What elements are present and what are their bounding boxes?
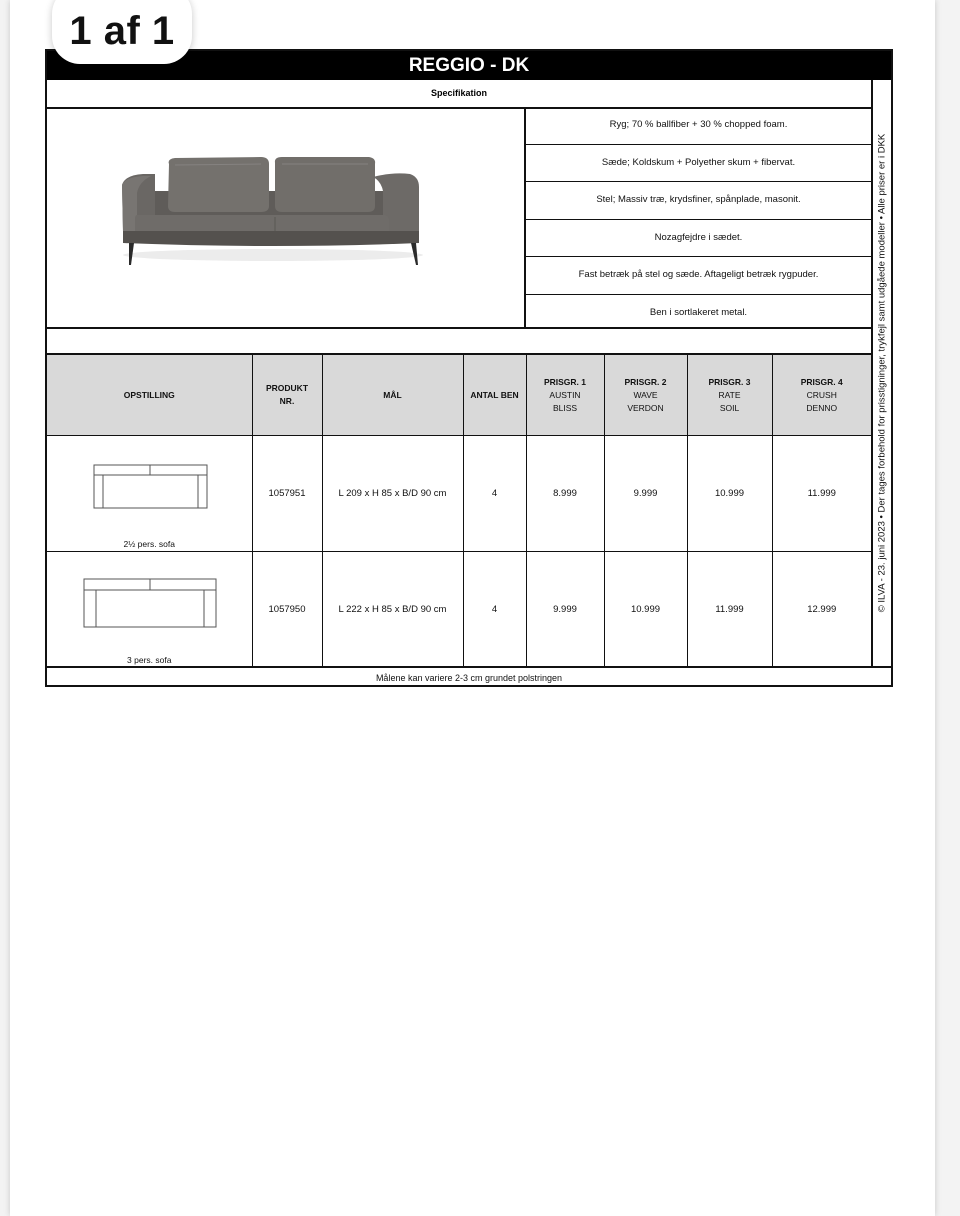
price-group-1: 9.999 bbox=[526, 552, 604, 668]
header-maal: MÅL bbox=[322, 355, 463, 436]
sofa-label: 3 pers. sofa bbox=[127, 655, 172, 665]
page-indicator-text: 1 af 1 bbox=[69, 8, 175, 53]
spec-list bbox=[526, 107, 871, 329]
spec-item: Ryg; 70 % ballfiber + 30 % chopped foam. bbox=[526, 107, 871, 145]
spec-item: Fast betræk på stel og sæde. Aftageligt betræk rygpuder. bbox=[526, 257, 871, 295]
header-produkt: PRODUKT NR. bbox=[252, 355, 322, 436]
price-group-3: 10.999 bbox=[687, 436, 772, 552]
header-prisgr-1: PRISGR. 1 AUSTIN BLISS bbox=[526, 355, 604, 436]
table-row bbox=[47, 552, 871, 668]
price-group-4: 11.999 bbox=[772, 436, 871, 552]
footer-note: Målene kan variere 2-3 cm grundet polstringen bbox=[47, 666, 891, 685]
header-opstilling: OPSTILLING bbox=[47, 355, 252, 436]
product-number: 1057950 bbox=[252, 552, 322, 668]
dimensions: L 209 x H 85 x B/D 90 cm bbox=[322, 436, 463, 552]
opstilling-cell bbox=[47, 552, 252, 668]
sheet-main bbox=[47, 80, 873, 666]
leg-count: 4 bbox=[463, 436, 526, 552]
header-prisgr-3: PRISGR. 3 RATE SOIL bbox=[687, 355, 772, 436]
sofa-2-5-diagram bbox=[47, 436, 251, 551]
spec-item: Nozagfejdre i sædet. bbox=[526, 220, 871, 258]
table-row bbox=[47, 436, 871, 552]
price-group-4: 12.999 bbox=[772, 552, 871, 668]
leg-count: 4 bbox=[463, 552, 526, 668]
price-group-2: 9.999 bbox=[604, 436, 687, 552]
price-group-1: 8.999 bbox=[526, 436, 604, 552]
price-group-3: 11.999 bbox=[687, 552, 772, 668]
opstilling-cell bbox=[47, 436, 252, 552]
price-table bbox=[47, 355, 871, 668]
spec-heading: Specifikation bbox=[47, 80, 871, 109]
product-image-cell bbox=[47, 107, 526, 329]
sofa-label: 2½ pers. sofa bbox=[123, 539, 175, 549]
spec-item: Ben i sortlakeret metal. bbox=[649, 306, 748, 318]
header-prisgr-4: PRISGR. 4 CRUSH DENNO bbox=[772, 355, 871, 436]
page-indicator bbox=[52, 0, 192, 64]
sofa-image bbox=[47, 107, 522, 325]
product-sheet bbox=[45, 49, 893, 687]
spec-item: Sæde; Koldskum + Polyether skum + fibervat. bbox=[526, 145, 871, 183]
product-number: 1057951 bbox=[252, 436, 322, 552]
sofa-3-diagram bbox=[47, 552, 251, 667]
header-prisgr-2: PRISGR. 2 WAVE VERDON bbox=[604, 355, 687, 436]
spec-item: Stel; Massiv træ, krydsfiner, spånplade, masonit. bbox=[526, 182, 871, 220]
header-antal-ben: ANTAL BEN bbox=[463, 355, 526, 436]
sheet-title: REGGIO - DK bbox=[47, 51, 891, 80]
table-header-row bbox=[47, 355, 871, 436]
dimensions: L 222 x H 85 x B/D 90 cm bbox=[322, 552, 463, 668]
price-group-2: 10.999 bbox=[604, 552, 687, 668]
side-note: © ILVA - 23. juni 2023 • Der tages forbehold for prisstigninger, trykfejl samt udgåede modeller • Alle priser er i DKK bbox=[876, 133, 888, 613]
spacer-row bbox=[47, 329, 871, 355]
side-note-column bbox=[871, 80, 893, 666]
